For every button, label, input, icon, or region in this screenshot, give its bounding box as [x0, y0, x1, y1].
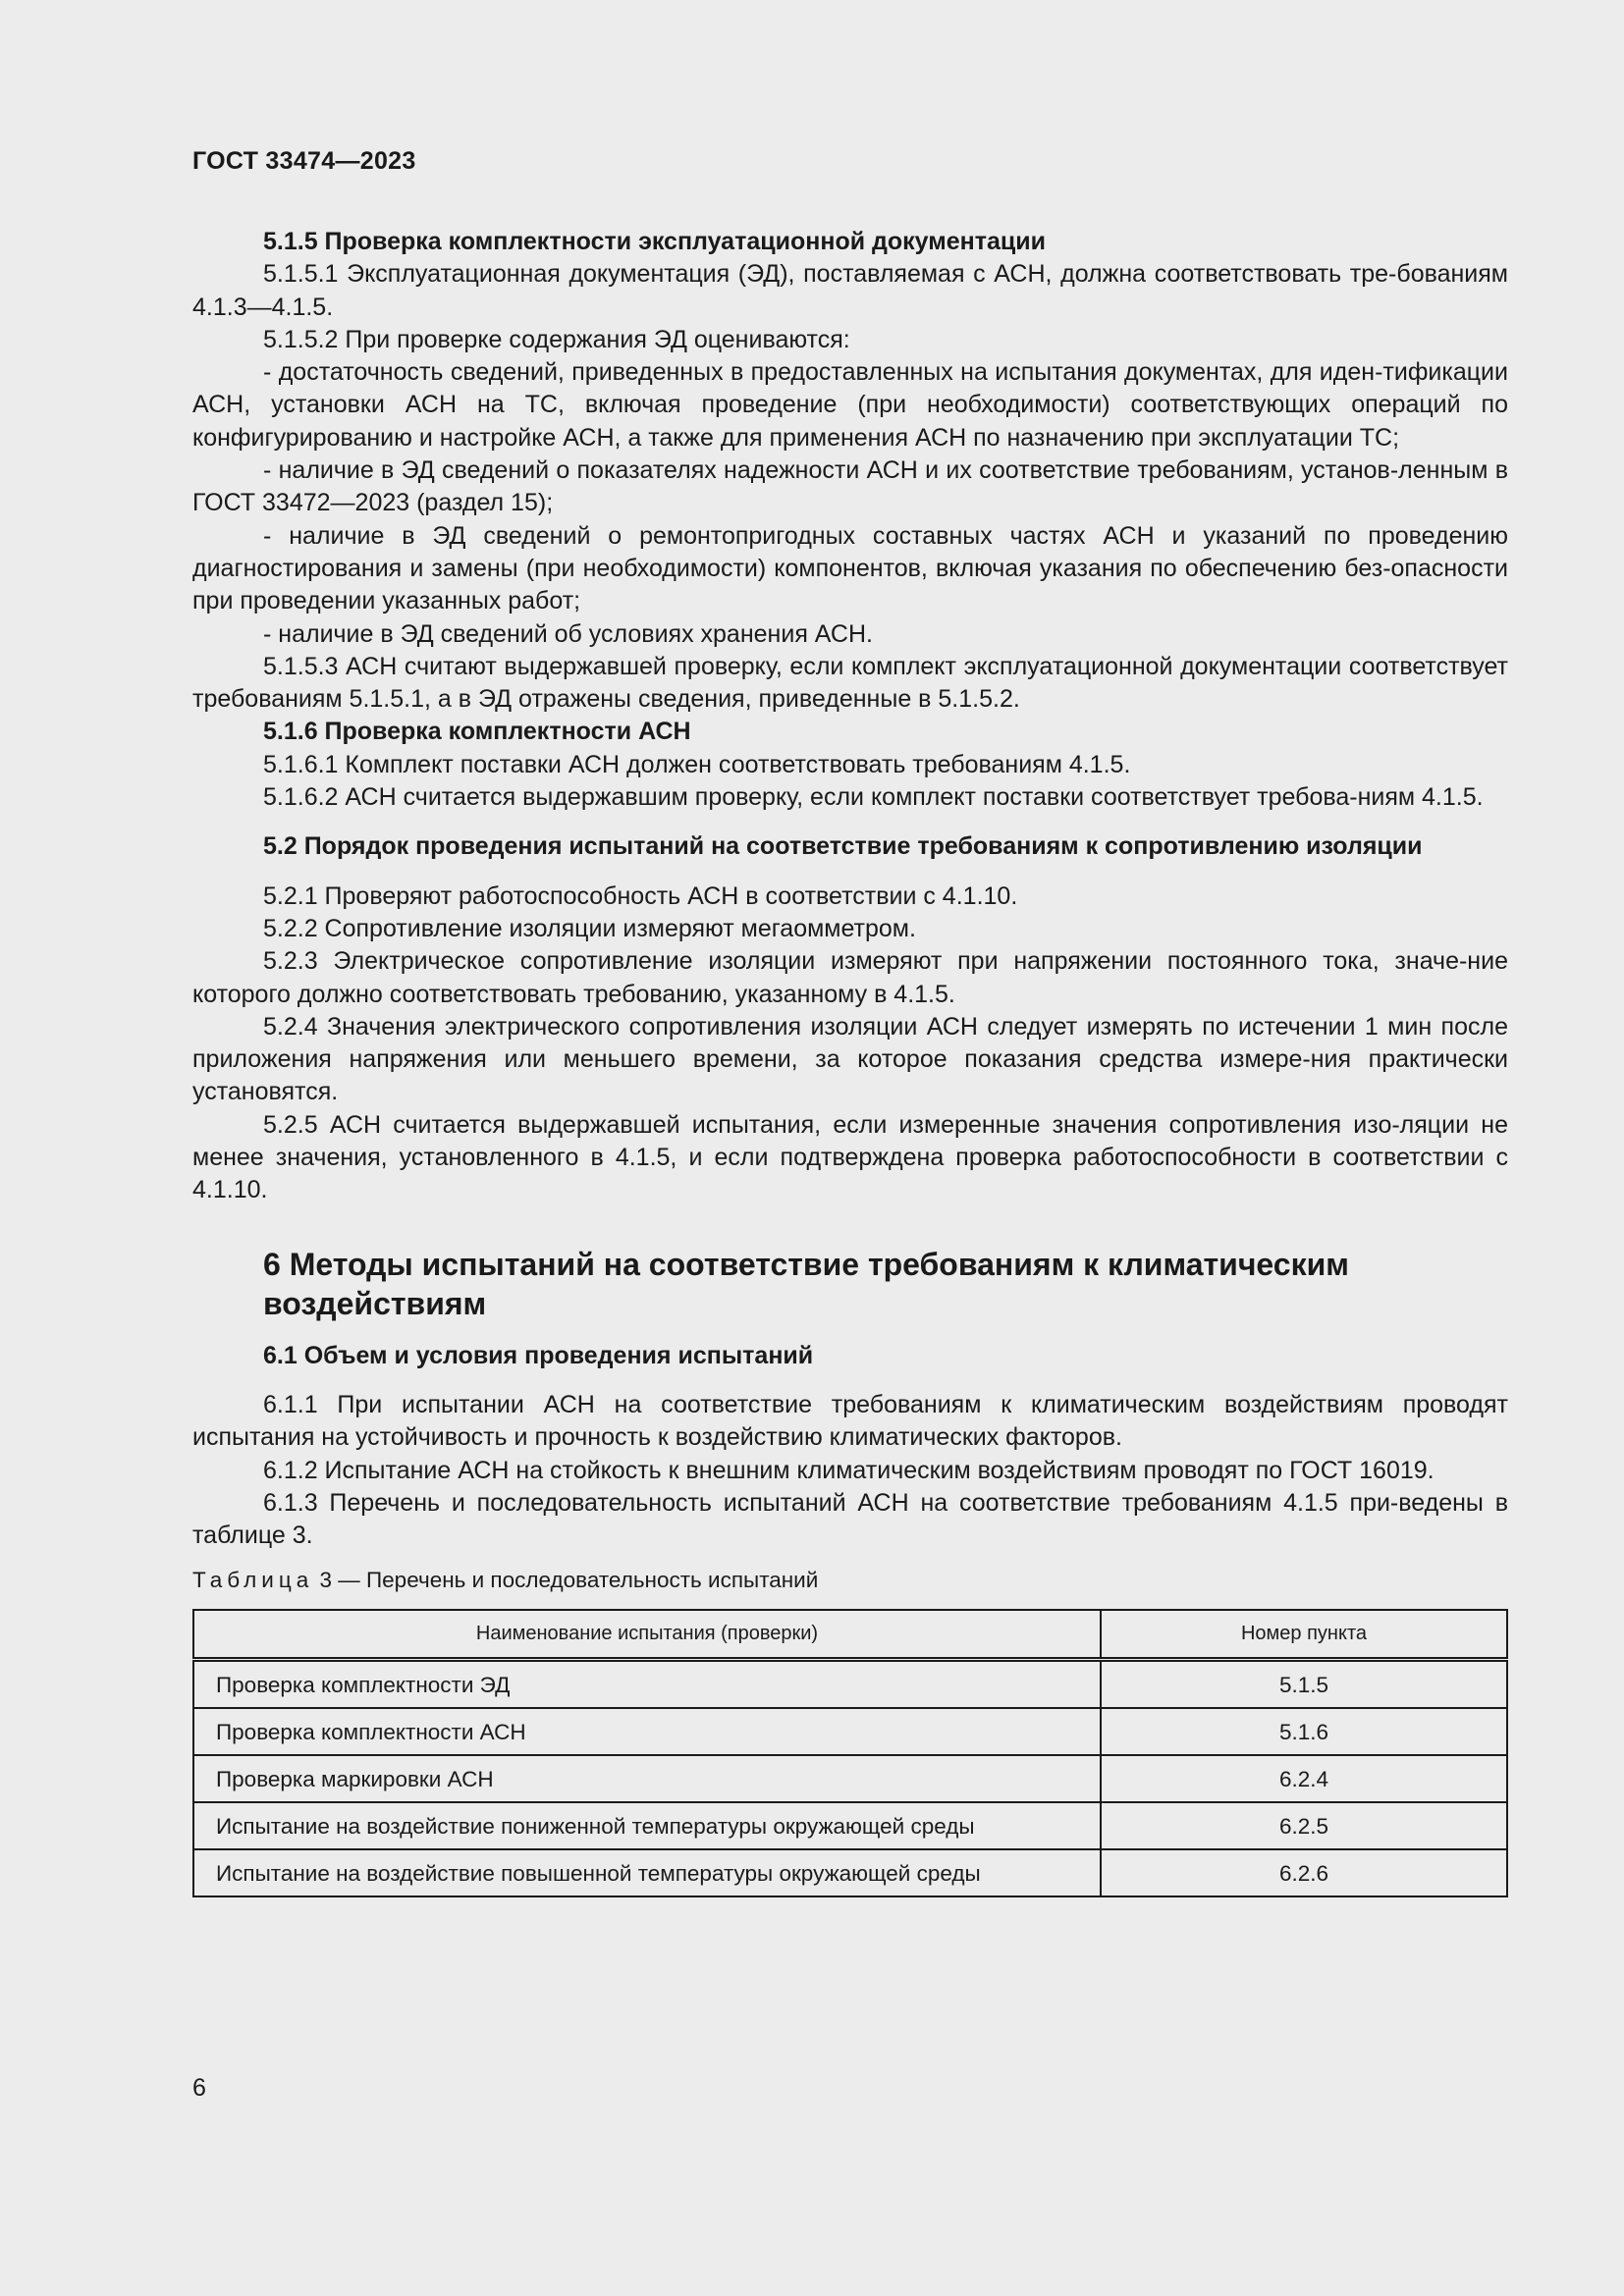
table-row — [193, 1755, 1507, 1802]
test-name-cell: Проверка комплектности ЭД — [193, 1660, 1101, 1709]
list-item-maintainability: - наличие в ЭД сведений о ремонтопригодных составных частях АСН и указаний по проведению диагностирования и замены (при необходимости) компонентов, включая указания по обеспечению без-опасности при проведении указанных работ; — [192, 521, 1508, 615]
clause-number-cell: 6.2.5 — [1101, 1802, 1507, 1849]
test-name-cell: Испытание на воздействие пониженной температуры окружающей среды — [193, 1802, 1101, 1849]
page-number: 6 — [192, 2074, 206, 2102]
paragraph-5-2-2: 5.2.2 Сопротивление изоляции измеряют мегаомметром. — [263, 914, 916, 942]
paragraph-5-1-6-2: 5.1.6.2 АСН считается выдержавшим проверку, если комплект поставки соответствует требова-ниям 4.1.5. — [263, 783, 1484, 812]
paragraph-6-1-3: 6.1.3 Перечень и последовательность испытаний АСН на соответствие требованиям 4.1.5 при-ведены в таблице 3. — [192, 1488, 1508, 1550]
paragraph-5-1-5-2: 5.1.5.2 При проверке содержания ЭД оцениваются: — [263, 325, 850, 353]
list-item-reliability: - наличие в ЭД сведений о показателях надежности АСН и их соответствие требованиям, установ-ленным в ГОСТ 33472—2023 (раздел 15); — [192, 456, 1508, 517]
paragraph-6-1-1: 6.1.1 При испытании АСН на соответствие требованиям к климатическим воздействиям проводят испытания на устойчивость и прочность к воздействию климатических факторов. — [192, 1390, 1508, 1452]
heading-5-2: 5.2 Порядок проведения испытаний на соответствие требованиям к сопротивлению изоляции — [263, 832, 1423, 861]
paragraph-5-2-3: 5.2.3 Электрическое сопротивление изоляции измеряют при напряжении постоянного тока, значе-ние которого должно соответствовать требованию, указанному в 4.1.5. — [192, 947, 1508, 1008]
table-3 — [192, 1609, 1508, 1897]
clause-number-cell: 5.1.6 — [1101, 1708, 1507, 1755]
table-caption-text: 3 — Перечень и последовательность испытаний — [313, 1568, 819, 1593]
list-item-completeness: - достаточность сведений, приведенных в предоставленных на испытания документах, для иден-тификации АСН, установки АСН на ТС, включая проведение (при необходимости) соответствующих операций по конфигурированию и настройке АСН, а также для применения АСН по назначению при эксплуатации ТС; — [192, 358, 1508, 452]
paragraph-5-1-5-1: 5.1.5.1 Эксплуатационная документация (ЭД), поставляемая с АСН, должна соответствовать тре-бованиям 4.1.3—4.1.5. — [192, 260, 1508, 321]
table-row — [193, 1849, 1507, 1896]
heading-6-1: 6.1 Объем и условия проведения испытаний — [263, 1341, 814, 1369]
document-code-header: ГОСТ 33474—2023 — [192, 147, 416, 175]
document-body — [192, 226, 1508, 1897]
paragraph-5-2-1: 5.2.1 Проверяют работоспособность АСН в соответствии с 4.1.10. — [263, 881, 1018, 910]
heading-5-1-6: 5.1.6 Проверка комплектности АСН — [263, 718, 691, 746]
heading-section-6: 6 Методы испытаний на соответствие требованиям к климатическим воздействиям — [263, 1246, 1349, 1321]
clause-number-cell: 6.2.6 — [1101, 1849, 1507, 1896]
paragraph-5-2-5: 5.2.5 АСН считается выдержавшей испытания, если измеренные значения сопротивления изо-ляции не менее значения, установленного в 4.1.5, и если подтверждена проверка работоспособности в соответствии с 4.1.10. — [192, 1110, 1508, 1204]
heading-5-1-5: 5.1.5 Проверка комплектности эксплуатационной документации — [263, 228, 1047, 255]
test-name-cell: Проверка маркировки АСН — [193, 1755, 1101, 1802]
column-header-test-name: Наименование испытания (проверки) — [193, 1610, 1101, 1660]
list-item-storage: - наличие в ЭД сведений об условиях хранения АСН. — [263, 619, 873, 648]
clause-number-cell: 6.2.4 — [1101, 1755, 1507, 1802]
column-header-clause-number: Номер пункта — [1101, 1610, 1507, 1660]
test-name-cell: Испытание на воздействие повышенной температуры окружающей среды — [193, 1849, 1101, 1896]
paragraph-6-1-2: 6.1.2 Испытание АСН на стойкость к внешним климатическим воздействиям проводят по ГОСТ 16019. — [263, 1456, 1435, 1484]
table-row — [193, 1802, 1507, 1849]
paragraph-5-1-6-1: 5.1.6.1 Комплект поставки АСН должен соответствовать требованиям 4.1.5. — [263, 750, 1131, 778]
table-3-caption — [192, 1566, 1508, 1595]
table-header-row — [193, 1610, 1507, 1660]
test-name-cell: Проверка комплектности АСН — [193, 1708, 1101, 1755]
paragraph-5-2-4: 5.2.4 Значения электрического сопротивления изоляции АСН следует измерять по истечении 1 мин после приложения напряжения или меньшего времени, за которое показания средства измере-ния практически установятся. — [192, 1012, 1508, 1106]
clause-number-cell: 5.1.5 — [1101, 1660, 1507, 1709]
table-caption-label: Таблица — [192, 1568, 314, 1593]
paragraph-5-1-5-3: 5.1.5.3 АСН считают выдержавшей проверку, если комплект эксплуатационной документации соответствует требованиям 5.1.5.1, а в ЭД отражены сведения, приведенные в 5.1.5.2. — [192, 652, 1508, 714]
table-row — [193, 1660, 1507, 1709]
table-row — [193, 1708, 1507, 1755]
